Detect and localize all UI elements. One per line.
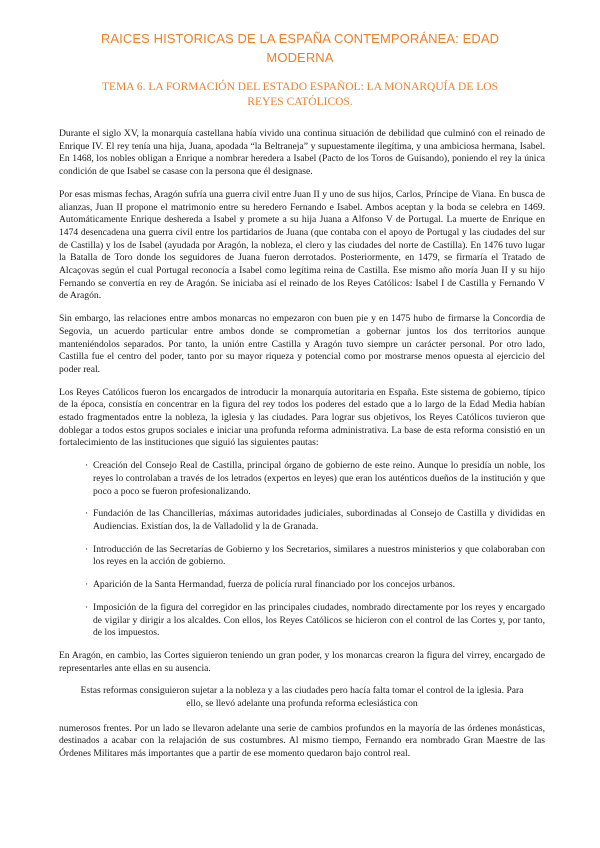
paragraph-3: Sin embargo, las relaciones entre ambos monarcas no empezaron con buen pie y en 1475 hubo de firmarse la Concordia de Segovia, un acuerdo particular entre ambos donde se comprometían a gobernar juntos los dos territorios aunque manteniéndolos separados. Por tanto, la unión entre Castilla y Aragón tuvo siempre un carácter personal. Por otro lado, Castilla fue el centro del poder, tanto por su mayor riqueza y potencial como por mostrarse menos opuesta al ejercicio del poder real. bbox=[59, 313, 545, 375]
bullet-marker: · bbox=[85, 579, 89, 591]
document-body bbox=[59, 128, 545, 761]
bullet-text: Aparición de la Santa Hermandad, fuerza de policía rural financiado por los concejos urbanos. bbox=[93, 579, 456, 591]
bullet-item-chancillerias bbox=[59, 508, 545, 533]
paragraph-2: Por esas mismas fechas, Aragón sufría una guerra civil entre Juan II y uno de sus hijos, Carlos, Príncipe de Viana. En busca de alianzas, Juan II propone el matrimonio entre su heredero Fernando e Isabel. Ambos aceptan y la boda se celebra en 1469. Automáticamente Enrique deshereda a Isabel y promete a su hija Juana a Alfonso V de Portugal. La muerte de Enrique en 1474 desencadena una guerra civil entre los partidarios de Juana (que contaba con el apoyo de Portugal y las ciudades del sur de Castilla) y los de Isabel (ayudada por Aragón, la nobleza, el clero y las ciudades del norte de Castilla). En 1476 tuvo lugar la Batalla de Toro donde los seguidores de Juana fueron derrotados. Posteriormente, en 1479, se firmaría el Tratado de Alcaçovas según el cual Portugal reconocía a Isabel como legítima reina de Castilla. Ese mismo año moría Juan II y su hijo Fernando se convertía en rey de Aragón. Se iniciaba así el reinado de los Reyes Católicos: Isabel I de Castilla y Fernando V de Aragón. bbox=[59, 188, 545, 302]
bullet-item-consejo-real bbox=[59, 460, 545, 498]
section-title-line-2: REYES CATÓLICOS. bbox=[247, 96, 353, 108]
bullet-marker: · bbox=[85, 508, 89, 520]
paragraph-5: En Aragón, en cambio, las Cortes siguieron teniendo un gran poder, y los monarcas crearon la figura del virrey, encargado de representarles ante ellas en su ausencia. bbox=[59, 649, 545, 674]
bullet-text: Fundación de las Chancillerías, máximas autoridades judiciales, subordinadas al Consejo de Castilla y divididas en Audiencias. Existían dos, la de Valladolid y la de Granada. bbox=[93, 508, 545, 532]
section-title-line-1: TEMA 6. LA FORMACIÓN DEL ESTADO ESPAÑOL: LA MONARQUÍA DE LOS bbox=[102, 81, 498, 93]
bullet-item-secretarias bbox=[59, 544, 545, 569]
bullet-item-santa-hermandad bbox=[59, 579, 545, 592]
paragraph-4: Los Reyes Católicos fueron los encargados de introducir la monarquía autoritaria en España. Este sistema de gobierno, típico de la época, consistía en concentrar en la figura del rey todos los poderes del estado que a lo largo de la Edad Media habían estado fragmentados entre la nobleza, la iglesia y las ciudades. Para lograr sus objetivos, los Reyes Católicos tuvieron que doblegar a todos estos grupos sociales e iniciar una profunda reforma administrativa. La base de esta reforma consistió en un fortalecimiento de las instituciones que siguió las siguientes pautas: bbox=[59, 386, 545, 449]
bullet-text: Creación del Consejo Real de Castilla, principal órgano de gobierno de este reino. Aunque lo presidía un noble, los reyes lo controlaban a través de los letrados (expertos en leyes) que eran los auténticos dueños de la institución y que poco a poco se fueron profesionalizando. bbox=[93, 460, 545, 497]
bullet-item-corregidor bbox=[59, 602, 545, 640]
paragraph-6: Estas reformas consiguieron sujetar a la nobleza y a las ciudades pero hacía falta tomar el control de la iglesia. Para ello, se llevó adelante una profunda reforma eclesiástica con bbox=[80, 685, 524, 710]
section-title bbox=[60, 80, 540, 110]
bullet-marker: · bbox=[85, 460, 89, 472]
bullet-text: Introducción de las Secretarías de Gobierno y los Secretarios, similares a nuestros ministerios y que colaboraban con los reyes en la acción de gobierno. bbox=[93, 543, 545, 568]
title-line-1: RAICES HISTORICAS DE LA ESPAÑA CONTEMPORÁNEA: EDAD bbox=[100, 31, 500, 46]
bullet-marker: · bbox=[85, 601, 89, 613]
title-line-2: MODERNA bbox=[266, 50, 334, 65]
bullet-marker: · bbox=[85, 543, 89, 555]
paragraph-7: numerosos frentes. Por un lado se llevaron adelante una serie de cambios profundos en la mayoría de las órdenes monásticas, destinados a acabar con la relajación de sus costumbres. Al mismo tiempo, Fernando era nombrado Gran Maestre de las Órdenes Militares más importantes que a partir de ese momento quedaron bajo control real. bbox=[59, 722, 545, 760]
bullet-text: Imposición de la figura del corregidor en las principales ciudades, nombrado directamente por los reyes y encargado de vigilar y dirigir a los alcaldes. Con ellos, los Reyes Católicos se hicieron con el control de las Cortes y, por tanto, de los impuestos. bbox=[93, 601, 545, 639]
document-title bbox=[60, 29, 540, 67]
paragraph-1: Durante el siglo XV, la monarquía castellana había vivido una continua situación de debilidad que culminó con el reinado de Enrique IV. El rey tenía una hija, Juana, apodada “la Beltraneja” y supuestamente ilegítima, y una ambiciosa hermana, Isabel. En 1468, los nobles obligan a Enrique a nombrar heredera a Isabel (Pacto de los Toros de Guisando), poniendo el rey la única condición de que Isabel se casase con la persona que él designase. bbox=[59, 128, 545, 178]
